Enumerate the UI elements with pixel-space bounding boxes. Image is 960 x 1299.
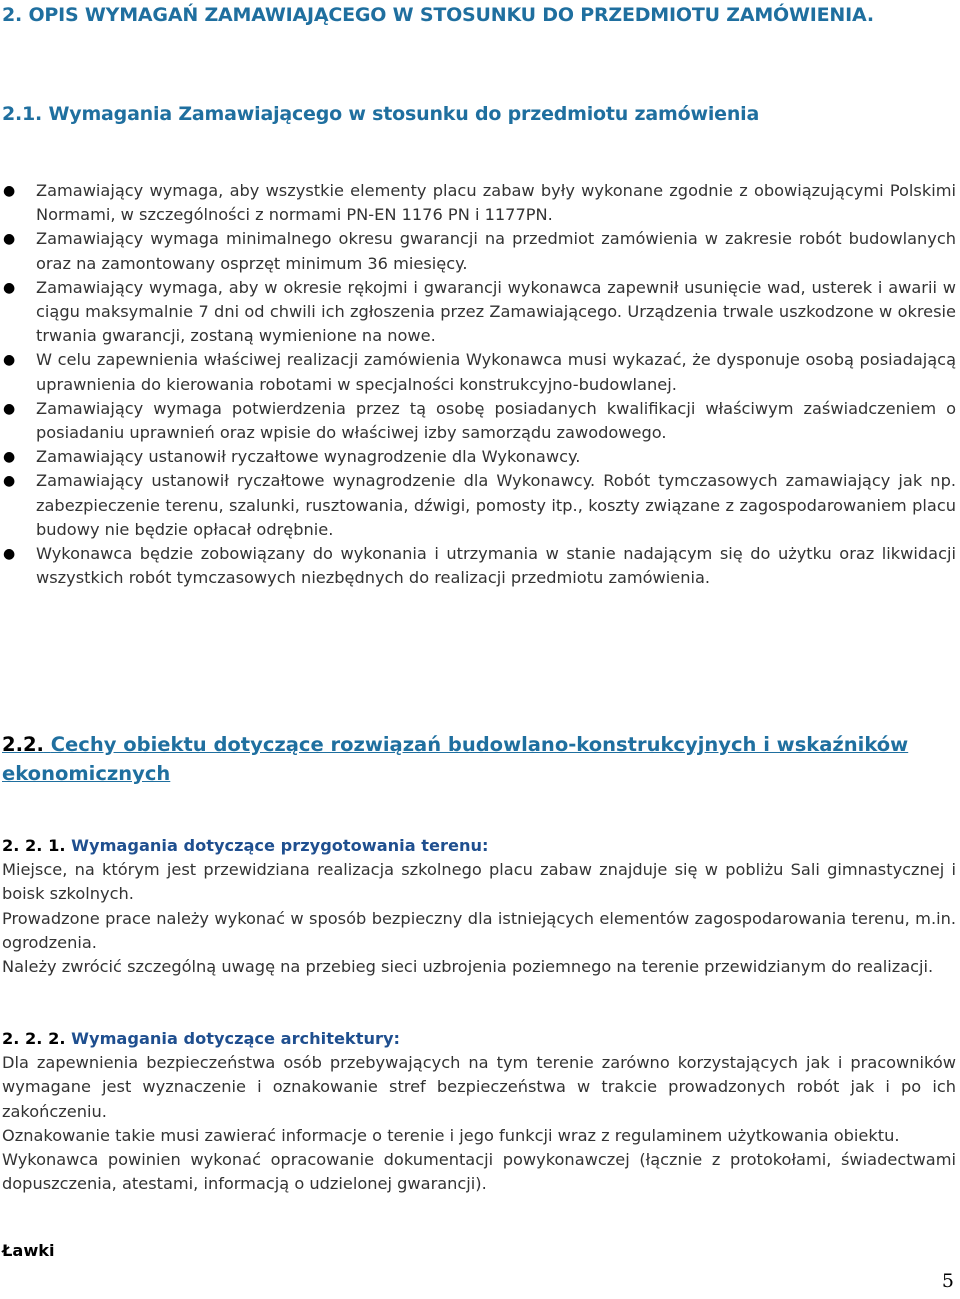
list-item <box>2 348 956 396</box>
list-item <box>2 542 956 590</box>
subsection-title: Wymagania dotyczące architektury: <box>71 1029 400 1048</box>
list-item-text: Zamawiający wymaga, aby wszystkie elementy placu zabaw były wykonane zgodnie z obowiązującymi Polskimi Normami, w szczególności z normami PN-EN 1176 PN i 1177PN. <box>36 181 956 225</box>
subsection-heading-2-1 <box>2 103 759 125</box>
list-item-text: Zamawiający wymaga, aby w okresie rękojmi i gwarancji wykonawca zapewnił usunięcie wad, usterek i awarii w ciągu maksymalnie 7 dni od chwili ich zgłoszenia przez Zamawiającego. Urządzenia trwale uszkodzone w okresie trwania gwarancji, zostaną wymienione na nowe. <box>36 277 956 346</box>
list-item-text: Zamawiający ustanowił ryczałtowe wynagrodzenie dla Wykonawcy. <box>36 447 581 467</box>
list-item <box>2 445 956 469</box>
list-item-text: W celu zapewnienia właściwej realizacji zamówienia Wykonawca musi wykazać, że dysponuje osobą posiadającą uprawnienia do kierowania robotami w specjalności konstrukcyjno-budowlanej. <box>36 350 956 394</box>
page-number: 5 <box>941 1270 954 1292</box>
list-item <box>2 469 956 542</box>
subsection-heading-2-2 <box>2 730 956 788</box>
list-item <box>2 227 956 275</box>
subsection-title: Wymagania Zamawiającego w stosunku do przedmiotu zamówienia <box>48 103 760 125</box>
subsection-number: 2. 2. 2. <box>2 1029 66 1048</box>
lawki-heading: Ławki <box>2 1241 55 1260</box>
subsection-number: 2.1. <box>2 103 43 125</box>
subsection-number: 2. 2. 1. <box>2 836 66 855</box>
subsection-number: 2.2. <box>2 733 44 756</box>
bullet-icon: ● <box>3 473 16 490</box>
subsection-title: Cechy obiektu dotyczące rozwiązań budowlano-konstrukcyjnych i wskaźników ekonomicznych <box>2 733 909 785</box>
subsection-heading <box>2 834 956 858</box>
subsection-2-2-1 <box>2 834 956 979</box>
list-item <box>2 397 956 445</box>
paragraph: Oznakowanie takie musi zawierać informacje o terenie i jego funkcji wraz z regulaminem użytkowania obiektu. <box>2 1125 900 1145</box>
bullet-icon: ● <box>3 449 16 466</box>
section-heading-2: 2. OPIS WYMAGAŃ ZAMAWIAJĄCEGO W STOSUNKU DO PRZEDMIOTU ZAMÓWIENIA. <box>2 4 874 26</box>
list-item-text: Zamawiający ustanowił ryczałtowe wynagrodzenie dla Wykonawcy. Robót tymczasowych zamawiający jak np. zabezpieczenie terenu, szalunki, rusztowania, dźwigi, pomosty itp., koszty związane z zagospodarowaniem placu budowy nie będzie opłacał odrębnie. <box>36 471 956 539</box>
list-item <box>2 276 956 349</box>
requirements-list <box>2 179 956 590</box>
subsection-2-2-2 <box>2 1027 956 1196</box>
bullet-icon: ● <box>3 400 16 417</box>
bullet-icon: ● <box>3 279 16 296</box>
list-item <box>2 179 956 227</box>
list-item-text: Zamawiający wymaga potwierdzenia przez tą osobę posiadanych kwalifikacji właściwym zaświadczeniem o posiadaniu uprawnień oraz wpisie do właściwej izby samorządu zawodowego. <box>36 398 956 443</box>
paragraph: Miejsce, na którym jest przewidziana realizacja szkolnego placu zabaw znajduje się w pobliżu Sali gimnastycznej i boisk szkolnych. <box>2 860 956 904</box>
paragraph: Dla zapewnienia bezpieczeństwa osób przebywających na tym terenie zarówno korzystających jak i pracowników wymagane jest wyznaczenie i oznakowanie stref bezpieczeństwa w trakcie prowadzonych robót jak i po ich zakończeniu. <box>2 1053 956 1121</box>
list-item-text: Wykonawca będzie zobowiązany do wykonania i utrzymania w stanie nadającym się do użytku oraz likwidacji wszystkich robót tymczasowych niezbędnych do realizacji przedmiotu zamówienia. <box>36 544 956 588</box>
list-item-text: Zamawiający wymaga minimalnego okresu gwarancji na przedmiot zamówienia w zakresie robót budowlanych oraz na zamontowany osprzęt minimum 36 miesięcy. <box>36 229 956 273</box>
subsection-heading <box>2 1027 956 1051</box>
paragraph: Wykonawca powinien wykonać opracowanie dokumentacji powykonawczej (łącznie z protokołami, świadectwami dopuszczenia, atestami, informacją o udzielonej gwarancji). <box>2 1150 956 1194</box>
bullet-icon: ● <box>3 352 16 369</box>
bullet-icon: ● <box>3 183 16 199</box>
bullet-icon: ● <box>3 546 16 563</box>
subsection-title: Wymagania dotyczące przygotowania terenu: <box>71 836 489 855</box>
bullet-icon: ● <box>3 231 16 248</box>
paragraph: Należy zwrócić szczególną uwagę na przebieg sieci uzbrojenia poziemnego na terenie przewidzianym do realizacji. <box>2 957 934 977</box>
paragraph: Prowadzone prace należy wykonać w sposób bezpieczny dla istniejących elementów zagospodarowania terenu, m.in. ogrodzenia. <box>2 908 956 952</box>
